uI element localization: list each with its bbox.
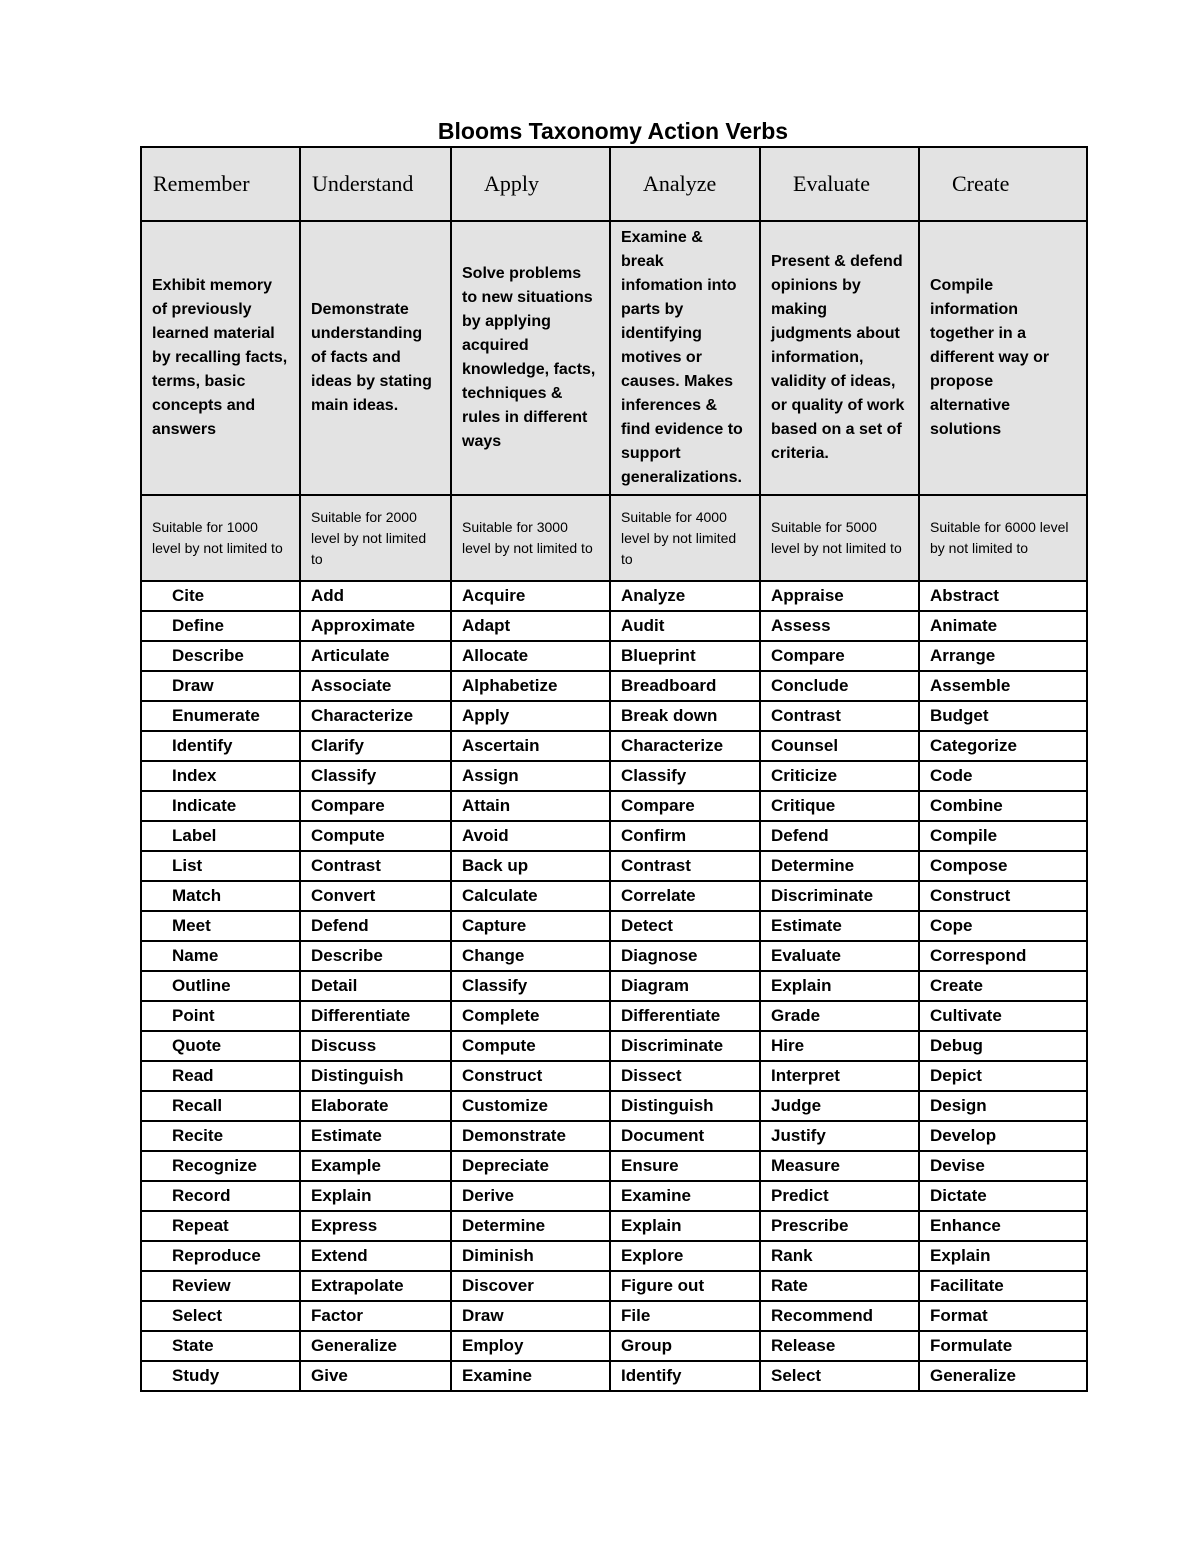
verb-cell-analyze: Group xyxy=(610,1331,760,1361)
verb-cell-evaluate: Hire xyxy=(760,1031,919,1061)
verb-cell-remember: Identify xyxy=(141,731,300,761)
verb-cell-evaluate: Select xyxy=(760,1361,919,1391)
verb-cell-understand: Distinguish xyxy=(300,1061,451,1091)
table-row xyxy=(141,1031,1087,1061)
verb-cell-remember: Reproduce xyxy=(141,1241,300,1271)
verb-cell-apply: Customize xyxy=(451,1091,610,1121)
verb-cell-remember: Outline xyxy=(141,971,300,1001)
verb-cell-apply: Avoid xyxy=(451,821,610,851)
verb-cell-remember: Study xyxy=(141,1361,300,1391)
verb-cell-evaluate: Evaluate xyxy=(760,941,919,971)
verb-cell-understand: Extend xyxy=(300,1241,451,1271)
verb-cell-create: Cultivate xyxy=(919,1001,1087,1031)
description-understand: Demonstrate understanding of facts and ideas by stating main ideas. xyxy=(300,221,451,495)
table-row xyxy=(141,1241,1087,1271)
verb-cell-evaluate: Compare xyxy=(760,641,919,671)
verb-cell-remember: Recite xyxy=(141,1121,300,1151)
verb-cell-create: Create xyxy=(919,971,1087,1001)
column-header-understand: Understand xyxy=(300,147,451,221)
verb-cell-create: Budget xyxy=(919,701,1087,731)
verb-cell-evaluate: Assess xyxy=(760,611,919,641)
verb-cell-analyze: Ensure xyxy=(610,1151,760,1181)
verb-cell-evaluate: Criticize xyxy=(760,761,919,791)
description-create: Compile information together in a different way or propose alternative solutions xyxy=(919,221,1087,495)
verb-cell-create: Explain xyxy=(919,1241,1087,1271)
verb-cell-apply: Ascertain xyxy=(451,731,610,761)
verb-cell-understand: Compute xyxy=(300,821,451,851)
verb-cell-apply: Draw xyxy=(451,1301,610,1331)
verb-cell-understand: Differentiate xyxy=(300,1001,451,1031)
verb-cell-understand: Classify xyxy=(300,761,451,791)
verb-cell-understand: Extrapolate xyxy=(300,1271,451,1301)
table-row xyxy=(141,1091,1087,1121)
verb-cell-evaluate: Prescribe xyxy=(760,1211,919,1241)
table-row xyxy=(141,1271,1087,1301)
verb-cell-create: Devise xyxy=(919,1151,1087,1181)
table-row xyxy=(141,1001,1087,1031)
verb-cell-analyze: Contrast xyxy=(610,851,760,881)
suitability-remember: Suitable for 1000 level by not limited to xyxy=(141,495,300,581)
verb-cell-remember: Describe xyxy=(141,641,300,671)
verb-cell-apply: Acquire xyxy=(451,581,610,611)
table-row xyxy=(141,911,1087,941)
verb-cell-evaluate: Release xyxy=(760,1331,919,1361)
verb-cell-apply: Depreciate xyxy=(451,1151,610,1181)
verb-cell-evaluate: Rank xyxy=(760,1241,919,1271)
verb-cell-evaluate: Recommend xyxy=(760,1301,919,1331)
verb-cell-analyze: Discriminate xyxy=(610,1031,760,1061)
verb-cell-create: Format xyxy=(919,1301,1087,1331)
verb-cell-evaluate: Critique xyxy=(760,791,919,821)
verb-cell-analyze: Explore xyxy=(610,1241,760,1271)
verb-cell-understand: Generalize xyxy=(300,1331,451,1361)
verb-cell-evaluate: Conclude xyxy=(760,671,919,701)
verb-cell-analyze: Characterize xyxy=(610,731,760,761)
verb-cell-evaluate: Determine xyxy=(760,851,919,881)
verb-cell-apply: Apply xyxy=(451,701,610,731)
verb-cell-analyze: Dissect xyxy=(610,1061,760,1091)
table-row xyxy=(141,971,1087,1001)
verb-cell-remember: Quote xyxy=(141,1031,300,1061)
verb-cell-create: Facilitate xyxy=(919,1271,1087,1301)
table-row xyxy=(141,851,1087,881)
verb-cell-remember: State xyxy=(141,1331,300,1361)
verb-cell-analyze: Confirm xyxy=(610,821,760,851)
verb-cell-understand: Associate xyxy=(300,671,451,701)
column-header-evaluate: Evaluate xyxy=(760,147,919,221)
verb-cell-apply: Employ xyxy=(451,1331,610,1361)
verb-cell-analyze: Diagnose xyxy=(610,941,760,971)
table-row xyxy=(141,1061,1087,1091)
verb-cell-understand: Compare xyxy=(300,791,451,821)
description-row xyxy=(141,221,1087,495)
verb-cell-apply: Capture xyxy=(451,911,610,941)
verb-cell-understand: Elaborate xyxy=(300,1091,451,1121)
verb-cell-evaluate: Measure xyxy=(760,1151,919,1181)
table-row xyxy=(141,731,1087,761)
verb-cell-analyze: Diagram xyxy=(610,971,760,1001)
verb-cell-apply: Assign xyxy=(451,761,610,791)
verb-cell-understand: Convert xyxy=(300,881,451,911)
verb-cell-understand: Characterize xyxy=(300,701,451,731)
verb-cell-analyze: Breadboard xyxy=(610,671,760,701)
verb-cell-understand: Discuss xyxy=(300,1031,451,1061)
table-row xyxy=(141,1301,1087,1331)
verb-cell-understand: Describe xyxy=(300,941,451,971)
verb-cell-create: Animate xyxy=(919,611,1087,641)
verb-cell-create: Cope xyxy=(919,911,1087,941)
verb-cell-create: Compose xyxy=(919,851,1087,881)
verb-cell-understand: Example xyxy=(300,1151,451,1181)
verb-cell-analyze: Classify xyxy=(610,761,760,791)
verb-cell-understand: Approximate xyxy=(300,611,451,641)
page-title: Blooms Taxonomy Action Verbs xyxy=(437,118,789,144)
verb-cell-create: Abstract xyxy=(919,581,1087,611)
verb-cell-evaluate: Justify xyxy=(760,1121,919,1151)
verb-cell-remember: Indicate xyxy=(141,791,300,821)
verb-cell-evaluate: Estimate xyxy=(760,911,919,941)
verb-cell-evaluate: Judge xyxy=(760,1091,919,1121)
verb-cell-create: Dictate xyxy=(919,1181,1087,1211)
verb-cell-create: Develop xyxy=(919,1121,1087,1151)
verb-cell-understand: Detail xyxy=(300,971,451,1001)
verb-cell-create: Construct xyxy=(919,881,1087,911)
verb-cell-evaluate: Defend xyxy=(760,821,919,851)
table-row xyxy=(141,1181,1087,1211)
verb-cell-evaluate: Grade xyxy=(760,1001,919,1031)
table-row xyxy=(141,671,1087,701)
verb-cell-analyze: Document xyxy=(610,1121,760,1151)
suitability-analyze: Suitable for 4000 level by not limited to xyxy=(610,495,760,581)
verb-cell-create: Generalize xyxy=(919,1361,1087,1391)
verb-cell-analyze: File xyxy=(610,1301,760,1331)
verb-cell-apply: Attain xyxy=(451,791,610,821)
verb-cell-create: Combine xyxy=(919,791,1087,821)
verb-cell-apply: Determine xyxy=(451,1211,610,1241)
table-row xyxy=(141,761,1087,791)
verb-cell-analyze: Compare xyxy=(610,791,760,821)
verb-cell-understand: Defend xyxy=(300,911,451,941)
verb-cell-understand: Explain xyxy=(300,1181,451,1211)
verb-cell-evaluate: Explain xyxy=(760,971,919,1001)
verb-cell-analyze: Differentiate xyxy=(610,1001,760,1031)
verbs-table xyxy=(140,146,1088,1392)
column-header-analyze: Analyze xyxy=(610,147,760,221)
table-row xyxy=(141,1331,1087,1361)
verb-cell-create: Enhance xyxy=(919,1211,1087,1241)
verb-cell-understand: Express xyxy=(300,1211,451,1241)
suitability-row xyxy=(141,495,1087,581)
verb-cell-understand: Add xyxy=(300,581,451,611)
verb-cell-evaluate: Predict xyxy=(760,1181,919,1211)
verb-cell-analyze: Audit xyxy=(610,611,760,641)
verb-cell-analyze: Explain xyxy=(610,1211,760,1241)
description-evaluate: Present & defend opinions by making judgments about information, validity of ideas, or quality of work based on a set of criteria. xyxy=(760,221,919,495)
verb-cell-analyze: Detect xyxy=(610,911,760,941)
verb-cell-understand: Give xyxy=(300,1361,451,1391)
verb-cell-apply: Demonstrate xyxy=(451,1121,610,1151)
table-row xyxy=(141,1121,1087,1151)
verb-cell-evaluate: Interpret xyxy=(760,1061,919,1091)
table-row xyxy=(141,1361,1087,1391)
table-row xyxy=(141,1211,1087,1241)
verb-cell-understand: Factor xyxy=(300,1301,451,1331)
verb-cell-apply: Compute xyxy=(451,1031,610,1061)
verb-cell-understand: Articulate xyxy=(300,641,451,671)
verb-cell-create: Compile xyxy=(919,821,1087,851)
verb-cell-analyze: Identify xyxy=(610,1361,760,1391)
verb-cell-evaluate: Counsel xyxy=(760,731,919,761)
verb-cell-apply: Classify xyxy=(451,971,610,1001)
column-header-create: Create xyxy=(919,147,1087,221)
verb-cell-remember: Point xyxy=(141,1001,300,1031)
verb-cell-apply: Back up xyxy=(451,851,610,881)
suitability-evaluate: Suitable for 5000 level by not limited to xyxy=(760,495,919,581)
description-analyze: Examine & break infomation into parts by identifying motives or causes. Makes inferences & find evidence to support generalizations. xyxy=(610,221,760,495)
verb-cell-apply: Diminish xyxy=(451,1241,610,1271)
verb-cell-remember: Draw xyxy=(141,671,300,701)
verb-cell-create: Formulate xyxy=(919,1331,1087,1361)
suitability-apply: Suitable for 3000 level by not limited to xyxy=(451,495,610,581)
verb-cell-analyze: Break down xyxy=(610,701,760,731)
verb-cell-remember: Enumerate xyxy=(141,701,300,731)
table-row xyxy=(141,641,1087,671)
verb-cell-remember: Cite xyxy=(141,581,300,611)
verb-cell-remember: Repeat xyxy=(141,1211,300,1241)
description-apply: Solve problems to new situations by applying acquired knowledge, facts, techniques & rules in different ways xyxy=(451,221,610,495)
verb-cell-create: Code xyxy=(919,761,1087,791)
table-row xyxy=(141,1151,1087,1181)
table-row xyxy=(141,941,1087,971)
verb-cell-remember: Select xyxy=(141,1301,300,1331)
verb-cell-apply: Calculate xyxy=(451,881,610,911)
verb-cell-apply: Adapt xyxy=(451,611,610,641)
verb-cell-apply: Examine xyxy=(451,1361,610,1391)
verb-cell-understand: Contrast xyxy=(300,851,451,881)
verb-cell-remember: Define xyxy=(141,611,300,641)
verb-cell-remember: Index xyxy=(141,761,300,791)
table-row xyxy=(141,821,1087,851)
verb-cell-remember: Recall xyxy=(141,1091,300,1121)
verb-cell-understand: Clarify xyxy=(300,731,451,761)
description-remember: Exhibit memory of previously learned material by recalling facts, terms, basic concepts and answers xyxy=(141,221,300,495)
column-header-remember: Remember xyxy=(141,147,300,221)
verb-cell-evaluate: Discriminate xyxy=(760,881,919,911)
verb-cell-create: Categorize xyxy=(919,731,1087,761)
verb-cell-understand: Estimate xyxy=(300,1121,451,1151)
verb-cell-remember: Match xyxy=(141,881,300,911)
verb-cell-apply: Alphabetize xyxy=(451,671,610,701)
verb-cell-remember: Name xyxy=(141,941,300,971)
suitability-create: Suitable for 6000 level by not limited to xyxy=(919,495,1087,581)
verb-cell-create: Arrange xyxy=(919,641,1087,671)
verb-cell-apply: Construct xyxy=(451,1061,610,1091)
verb-cell-analyze: Distinguish xyxy=(610,1091,760,1121)
verb-cell-apply: Allocate xyxy=(451,641,610,671)
verb-cell-apply: Discover xyxy=(451,1271,610,1301)
column-header-apply: Apply xyxy=(451,147,610,221)
verb-cell-evaluate: Contrast xyxy=(760,701,919,731)
table-row xyxy=(141,611,1087,641)
verb-cell-apply: Derive xyxy=(451,1181,610,1211)
verb-cell-create: Correspond xyxy=(919,941,1087,971)
table-row xyxy=(141,791,1087,821)
verb-cell-apply: Change xyxy=(451,941,610,971)
verb-cell-remember: Meet xyxy=(141,911,300,941)
verb-cell-evaluate: Rate xyxy=(760,1271,919,1301)
verb-cell-create: Depict xyxy=(919,1061,1087,1091)
verb-cell-remember: Label xyxy=(141,821,300,851)
verb-cell-evaluate: Appraise xyxy=(760,581,919,611)
verb-cell-create: Debug xyxy=(919,1031,1087,1061)
verb-cell-analyze: Examine xyxy=(610,1181,760,1211)
table-row xyxy=(141,581,1087,611)
verb-cell-analyze: Correlate xyxy=(610,881,760,911)
verb-cell-remember: Recognize xyxy=(141,1151,300,1181)
verb-cell-analyze: Blueprint xyxy=(610,641,760,671)
verb-cell-create: Assemble xyxy=(919,671,1087,701)
header-row xyxy=(141,147,1087,221)
verb-cell-remember: List xyxy=(141,851,300,881)
table-row xyxy=(141,881,1087,911)
suitability-understand: Suitable for 2000 level by not limited to xyxy=(300,495,451,581)
verb-cell-remember: Record xyxy=(141,1181,300,1211)
verb-cell-apply: Complete xyxy=(451,1001,610,1031)
verb-cell-remember: Review xyxy=(141,1271,300,1301)
verb-cell-analyze: Figure out xyxy=(610,1271,760,1301)
verb-cell-create: Design xyxy=(919,1091,1087,1121)
table-row xyxy=(141,701,1087,731)
verb-cell-analyze: Analyze xyxy=(610,581,760,611)
verb-cell-remember: Read xyxy=(141,1061,300,1091)
